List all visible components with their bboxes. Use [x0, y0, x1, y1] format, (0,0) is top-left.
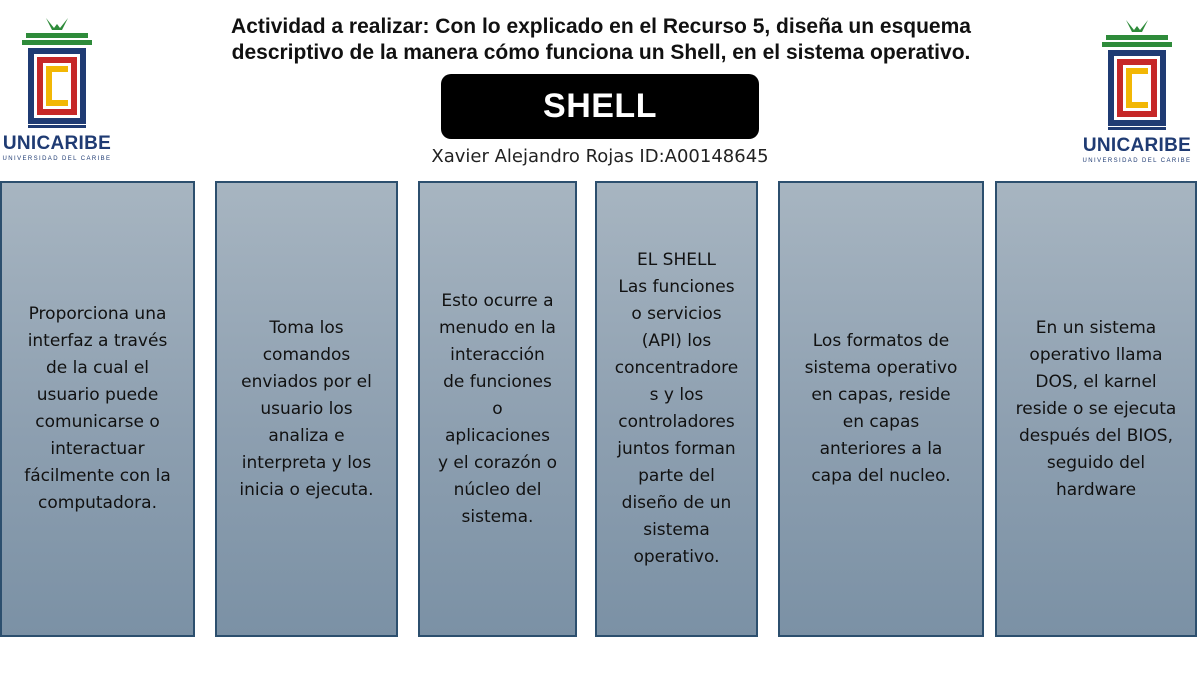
logo-subtitle: UNIVERSIDAD DEL CARIBE: [1082, 158, 1192, 164]
column-3: [418, 181, 577, 637]
column-4-text: EL SHELL Las funciones o servicios (API) los concentradore s y los controladores juntos forman parte del diseño de un sistema operativo.: [614, 250, 739, 567]
activity-title: [196, 14, 1006, 66]
column-6: [995, 181, 1197, 637]
column-6-text: En un sistema operativo llama DOS, el karnel reside o se ejecuta después del BIOS, seguido del hardware: [1015, 317, 1177, 500]
activity-title-line2: descriptivo de la manera cómo funciona un Shell, en el sistema operativo.: [231, 41, 971, 64]
shell-title-box: [441, 74, 759, 139]
column-5-text: Los formatos de sistema operativo en capas, reside en capas anteriores a la capa del nucleo.: [804, 331, 958, 486]
column-2-text: Toma los comandos enviados por el usuario los analiza e interpreta y los inicia o ejecuta.: [239, 317, 374, 500]
column-4: [595, 181, 758, 637]
column-2: [215, 181, 398, 637]
logo-name: UNICARIBE: [2, 133, 112, 154]
unicaribe-emblem-icon: [2, 6, 112, 132]
unicaribe-logo-left: [2, 6, 112, 162]
shell-title: SHELL: [543, 87, 657, 125]
column-5: [778, 181, 984, 637]
logo-name: UNICARIBE: [1082, 135, 1192, 156]
column-1: [0, 181, 195, 637]
activity-title-line1: Actividad a realizar: Con lo explicado en el Recurso 5, diseña un esquema: [231, 15, 971, 38]
column-1-text: Proporciona una interfaz a través de la cual el usuario puede comunicarse o interactuar fácilmente con la computadora.: [24, 304, 171, 513]
unicaribe-logo-right: [1082, 8, 1192, 164]
logo-subtitle: UNIVERSIDAD DEL CARIBE: [2, 156, 112, 162]
author-line: Xavier Alejandro Rojas ID:A00148645: [431, 146, 769, 167]
column-3-text: Esto ocurre a menudo en la interacción de funciones o aplicaciones y el corazón o núcleo del sistema.: [437, 290, 558, 527]
unicaribe-emblem-icon: [1082, 8, 1192, 134]
